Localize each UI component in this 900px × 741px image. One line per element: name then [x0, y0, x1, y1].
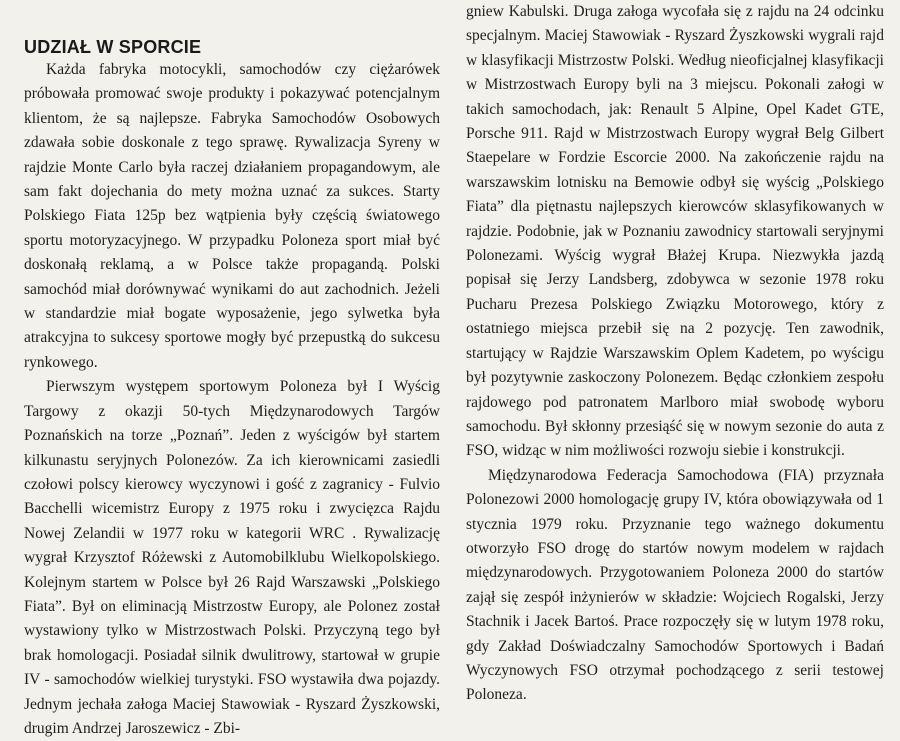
paragraph: Międzynarodowa Federacja Samochodowa (FIA) przyznała Polonezowi 2000 homologację grupy IV, która obowiązywała od 1 stycznia 1979 roku. Przyznanie tego ważnego dokumentu otworzyło FSO drogę do startów nowym modelem w rajdach międzynarodowych. Przygotowaniem Poloneza 2000 do startów zajął się zespół inżynierów w składzie: Wojciech Rogalski, Jerzy Stachnik i Jacek Bartoś. Prace rozpoczęły się w lutym 1978 roku, gdy Zakład Doświadczalny Samochodów Sportowych i Badań Wyczynowych FSO otrzymał pochodzącego z serii testowej Poloneza.: [466, 466, 884, 704]
paragraph: Pierwszym występem sportowym Poloneza był I Wyścig Targowy z okazji 50-tych Międzynarodowych Targów Poznańskich na torze „Poznań”. Jeden z wyścigów był startem kilkunastu seryjnych Polonezów. Za ich kierownicami zasiedli czołowi polscy kierowcy wyczynowi i gość z zagranicy - Fulvio Bacchelli wicemistrz Europy z 1975 roku i zwycięzca Rajdu Nowej Zelandii w 1977 roku w kategorii WRC . Rywalizację wygrał Krzysztof Różewski z Automobilklubu Wielkopolskiego. Kolejnym startem w Polsce był 26 Rajd Warszawski „Polskiego Fiata”. Był on eliminacją Mistrzostw Europy, ale Polonez został wystawiony tylko w Mistrzostwach Polski. Przyczyną tego był brak homologacji. Posiadał silnik dwulitrowy, startował w grupie IV - samochodów wielkiej turystyki. FSO wystawiła dwa pojazdy. Jednym jechała załoga Maciej Stawowiak - Ryszard Żyszkowski, drugim Andrzej Jaroszewicz - Zbi-: [24, 378, 440, 737]
paragraph: Każda fabryka motocykli, samochodów czy ciężarówek próbowała promować swoje produkty i pokazywać potencjalnym klientom, że są najlepsze. Fabryka Samochodów Osobowych zdawała sobie doskonale z tego sprawę. Rywalizacja Syreny w rajdzie Monte Carlo była raczej działaniem propagandowym, ale sam fakt dojechania do mety można uznać za sukces. Starty Polskiego Fiata 125p bez wątpienia były częścią światowego sportu motoryzacyjnego. W przypadku Poloneza sport miał być doskonałą reklamą, a w Polsce także propagandą. Polski samochód miał dorównywać wynikami do aut zachodnich. Jeżeli w standardzie miał bogate wyposażenie, jego sylwetka była atrakcyjna to sukcesy sportowe mogły być przepustką do sukcesu rynkowego.: [24, 61, 440, 371]
section-heading: UDZIAŁ W SPORCIE: [24, 37, 202, 57]
paragraph: gniew Kabulski. Druga załoga wycofała się z rajdu na 24 odcinku specjalnym. Maciej Stawowiak - Ryszard Żyszkowski wygrali rajd w klasyfikacji Mistrzostw Polski. Według nieoficjalnej klasyfikacji w Mistrzostwach Europy byli na 3 miejscu. Pokonali załogi w takich samochodach, jak: Renault 5 Alpine, Opel Kadet GTE, Porsche 911. Rajd w Mistrzostwach Europy wygrał Belg Gilbert Staepelare w Fordzie Escorcie 2000. Na zakończenie rajdu na warszawskim lotnisku na Bemowie odbył się wyścig „Polskiego Fiata” dla piętnastu najlepszych kierowców sklasyfikowanych w rajdzie. Podobnie, jak w Poznaniu zawodnicy startowali seryjnymi Polonezami. Wyścig wygrał Błażej Krupa. Niezwykła jazdą popisał się Jerzy Landsberg, zdobywca w sezonie 1978 roku Pucharu Prezesa Polskiego Związku Motorowego, który z ostatniego miejsca przebił się na 2 pozycję. Ten zawodnik, startujący w Rajdzie Warszawskim Oplem Kadetem, po wyścigu był pozytywnie zaskoczony Polonezem. Będąc członkiem zespołu rajdowego pod patronatem Marlboro miał swobodę wyboru samochodu. Był skłonny przesiąść się w nowym sezonie do auta z FSO, widząc w nim możliwości rozwoju siebie i konstrukcji.: [466, 3, 884, 460]
left-column-text: [24, 58, 440, 741]
left-column: [24, 0, 440, 737]
right-column: [466, 0, 884, 704]
right-column-text: [466, 0, 884, 708]
